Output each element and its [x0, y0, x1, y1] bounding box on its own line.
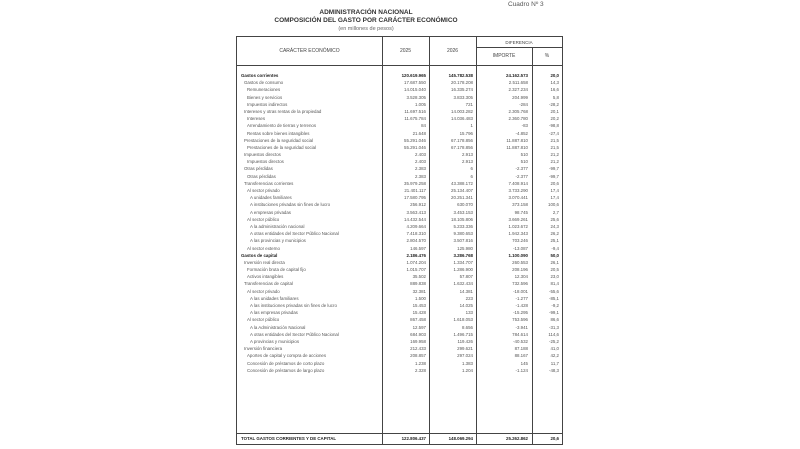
table-header: [237, 37, 562, 66]
value-2026: 20.178.208: [451, 80, 473, 86]
value-importe: 25.262.862: [506, 436, 528, 441]
value-2026: 3.286.768: [453, 252, 473, 258]
value-2026: 5.233.336: [453, 223, 473, 229]
table-row: [237, 360, 562, 367]
value-2026: 145.782.538: [448, 73, 473, 78]
row-label: Impuestos directos: [244, 152, 281, 158]
value-pct: 21,2: [550, 152, 559, 158]
value-importe: -3.941: [515, 324, 528, 330]
value-2025: 120.619.965: [401, 73, 426, 78]
row-label: Inversión real directa: [244, 259, 285, 265]
value-importe: -40.532: [513, 338, 528, 344]
row-label: Concesión de préstamos de largo plazo: [247, 367, 325, 373]
report-subtitle: COMPOSICIÓN DEL GASTO POR CARÁCTER ECONÓMICO: [274, 17, 458, 24]
table-row: [237, 266, 562, 273]
value-2026: 1.618.053: [453, 317, 473, 323]
value-importe: 753.596: [512, 317, 528, 323]
value-2025: 1.015.707: [406, 267, 426, 273]
value-importe: 510: [520, 152, 528, 158]
column-header-2026: 2026: [446, 48, 459, 54]
value-pct: 11,7: [550, 360, 559, 366]
row-label: A las provincias y municipios: [250, 238, 306, 244]
value-pct: 24,3: [550, 223, 559, 229]
value-pct: -9,2: [551, 303, 559, 308]
table-row: [237, 86, 562, 93]
value-pct: 21,2: [550, 159, 559, 165]
value-2026: 297.024: [457, 353, 473, 359]
row-label: A las unidades familiares: [250, 295, 299, 301]
value-pct: 25,1: [550, 238, 559, 244]
value-2026: 223: [465, 295, 473, 301]
value-importe: -2.377: [515, 166, 528, 172]
value-2025: 1.238: [415, 360, 426, 366]
value-2026: 9.380.653: [453, 231, 473, 237]
column-header-pct: %: [544, 53, 550, 59]
value-2025: 1.500: [415, 295, 426, 301]
value-pct: -28,2: [548, 101, 559, 107]
value-2025: 14.432.544: [404, 216, 426, 222]
row-label: A instituciones privadas sin fines de lucro: [250, 202, 331, 208]
value-importe: 24.162.573: [506, 73, 528, 78]
value-2025: 1.005: [415, 101, 426, 107]
value-importe: 2.305.768: [508, 108, 528, 114]
value-importe: 11.887.810: [506, 144, 528, 150]
value-2025: 2.403: [415, 152, 426, 158]
value-2026: 1.496.715: [453, 331, 473, 337]
table-row: [237, 187, 562, 194]
table-row: [237, 237, 562, 244]
column-header-caracter: CARÁCTER ECONÓMICO: [279, 48, 340, 54]
row-label: Gastos de consumo: [244, 80, 284, 86]
value-2025: 2.403: [415, 159, 426, 165]
row-label: Transferencias corrientes: [244, 180, 294, 186]
value-2026: 148.069.294: [448, 436, 473, 441]
value-importe: -1.428: [515, 303, 528, 308]
value-2025: 17.687.550: [404, 80, 426, 86]
table-row: [237, 324, 562, 331]
value-importe: 208.196: [512, 267, 528, 273]
table-row: [237, 94, 562, 101]
value-importe: 98.745: [514, 209, 528, 215]
value-2025: 256.912: [410, 202, 426, 208]
value-importe: 1.100.090: [508, 252, 528, 258]
row-label: A unidades familiares: [250, 195, 292, 201]
value-importe: 3.669.261: [508, 216, 528, 222]
table-row: [237, 173, 562, 180]
value-2025: 867.458: [410, 317, 426, 323]
value-pct: 17,4: [550, 195, 559, 201]
report-title: ADMINISTRACIÓN NACIONAL: [319, 9, 413, 16]
table-row: [237, 295, 562, 302]
row-label: Intereses: [247, 116, 266, 122]
table-row: [237, 367, 562, 374]
value-2025: 12.597: [412, 324, 426, 330]
value-importe: 2.327.234: [508, 87, 528, 93]
row-label: Al sector externo: [247, 245, 280, 251]
value-pct: 17,4: [550, 188, 559, 193]
value-2025: 32.381: [412, 288, 426, 294]
table-row: [237, 331, 562, 338]
table-row: [237, 309, 562, 316]
value-importe: 703.246: [512, 238, 528, 244]
value-pct: -48,3: [548, 367, 559, 373]
value-2025: 55.291.046: [404, 137, 426, 143]
table-row: [237, 194, 562, 201]
table-row: [237, 352, 562, 359]
value-2026: 14.025: [459, 303, 473, 308]
row-label: A otras entidades del Sector Público Nacional: [250, 331, 339, 337]
row-label: A empresas privadas: [250, 209, 291, 215]
value-pct: 20,0: [550, 73, 559, 78]
table-row: [237, 302, 562, 309]
value-importe: 2.360.780: [508, 116, 528, 122]
value-2026: 16.335.274: [451, 87, 473, 93]
value-2026: 2.913: [462, 152, 473, 158]
value-2025: 2.186.476: [406, 252, 426, 258]
table-row: [237, 259, 562, 266]
table-row: [237, 108, 562, 115]
value-pct: 20,5: [550, 267, 559, 273]
value-2025: 11.675.784: [404, 116, 426, 122]
value-pct: 20,6: [550, 436, 559, 441]
row-label: Concesión de préstamos de corto plazo: [247, 360, 325, 366]
row-label: Activos intangibles: [247, 274, 284, 280]
value-importe: -284: [519, 101, 528, 107]
value-2025: 14.015.040: [404, 87, 426, 93]
value-pct: -9,4: [551, 245, 559, 251]
value-importe: 260.553: [512, 259, 528, 265]
column-header-2025: 2025: [399, 48, 412, 54]
row-label: Formación bruta de capital fijo: [247, 267, 306, 273]
value-2025: 11.697.516: [404, 108, 426, 114]
column-group-diferencia: DIFERENCIA: [476, 38, 562, 48]
value-2026: 14.036.483: [451, 116, 473, 122]
value-importe: -2.377: [515, 173, 528, 179]
value-pct: 14,3: [550, 80, 559, 86]
row-label: Inversión financiera: [244, 346, 283, 352]
value-2025: 15.453: [412, 303, 426, 308]
value-2026: 67.178.856: [451, 137, 473, 143]
table-row: [237, 216, 562, 223]
value-2025: 169.958: [410, 338, 426, 344]
value-pct: 100,6: [548, 202, 559, 208]
table-row: [237, 151, 562, 158]
value-pct: 20,6: [550, 180, 559, 186]
row-label: Al sector público: [247, 216, 280, 222]
table-row: [237, 122, 562, 129]
value-pct: 26,1: [550, 259, 559, 265]
value-importe: -4.852: [515, 130, 528, 136]
value-2025: 3.563.413: [406, 209, 426, 215]
value-pct: 42,2: [550, 353, 559, 359]
value-2026: 14.003.282: [451, 108, 473, 114]
value-2025: 2.383: [415, 166, 426, 172]
row-label: Impuestos directos: [247, 159, 284, 165]
units-note: (en millones de pesos): [338, 26, 394, 32]
value-pct: 81,4: [550, 281, 559, 287]
row-label: A las empresas privadas: [250, 310, 298, 316]
value-importe: -13.087: [513, 245, 528, 251]
value-importe: 1.942.343: [508, 231, 528, 237]
table-row: [237, 165, 562, 172]
table-row: [237, 101, 562, 108]
value-2025: 35.502: [412, 274, 426, 280]
value-2025: 7.418.310: [406, 231, 426, 237]
value-2025: 35.979.258: [404, 180, 426, 186]
row-label: Al sector público: [247, 317, 280, 323]
row-label: Bienes y servicios: [247, 94, 283, 100]
value-pct: -27,4: [548, 130, 559, 136]
value-importe: 88.167: [514, 353, 528, 359]
value-pct: 25,6: [550, 216, 559, 222]
value-2026: 6: [470, 166, 473, 172]
table-row: [237, 252, 562, 259]
value-2025: 84: [421, 123, 426, 129]
value-2026: 3.833.305: [453, 94, 473, 100]
value-pct: -55,6: [548, 288, 559, 294]
table-row: [237, 72, 562, 79]
table-row: [237, 201, 562, 208]
value-2025: 15.428: [412, 310, 426, 316]
row-label: Impuestos indirectos: [247, 101, 288, 107]
value-2025: 2.804.570: [406, 238, 426, 244]
row-label: Intereses y otras rentas de la propiedad: [244, 108, 322, 114]
value-2026: 43.388.172: [451, 180, 473, 186]
value-importe: -1.124: [515, 367, 528, 373]
row-label: Al sector privado: [247, 188, 280, 193]
table-row: [237, 288, 562, 295]
value-importe: 1.023.672: [508, 223, 528, 229]
value-pct: 16,6: [550, 87, 559, 93]
table-row: [237, 280, 562, 287]
value-pct: -99,7: [548, 173, 559, 179]
row-label: Arrendamiento de tierras y terrenos: [247, 123, 317, 129]
value-2025: 4.209.664: [406, 223, 426, 229]
table-number: Cuadro Nº 3: [508, 1, 544, 8]
value-2025: 684.903: [410, 331, 426, 337]
row-label: Aportes de capital y compra de acciones: [247, 353, 327, 359]
value-2026: 25.134.407: [451, 188, 473, 193]
value-2026: 2.913: [462, 159, 473, 165]
value-importe: 3.733.290: [508, 188, 528, 193]
value-2026: 1.204: [462, 367, 473, 373]
value-2026: 67.178.856: [451, 144, 473, 150]
value-importe: 145: [520, 360, 528, 366]
value-2026: 1.286.900: [453, 267, 473, 273]
value-2026: 299.621: [457, 346, 473, 352]
row-label: A la Administración Nacional: [250, 324, 306, 330]
value-pct: 26,2: [550, 231, 559, 237]
table-row: [237, 230, 562, 237]
value-pct: -85,1: [548, 295, 559, 301]
row-label: A la administración nacional: [250, 223, 305, 229]
table-body: [237, 72, 562, 374]
value-importe: 11.887.810: [506, 137, 528, 143]
value-2026: 1.632.434: [453, 281, 473, 287]
value-importe: -15.295: [513, 310, 528, 316]
expenditure-table: [236, 36, 563, 445]
value-2025: 21.401.117: [404, 188, 426, 193]
row-label: Gastos corrientes: [241, 73, 279, 78]
value-importe: 204.999: [512, 94, 528, 100]
value-2026: 3.507.816: [453, 238, 473, 244]
value-2025: 146.597: [410, 245, 426, 251]
value-2025: 212.433: [410, 346, 426, 352]
table-row: [237, 180, 562, 187]
value-pct: -98,8: [548, 123, 559, 129]
value-2026: 3.453.153: [453, 209, 473, 215]
value-2025: 55.291.046: [404, 144, 426, 150]
value-2026: 630.070: [457, 202, 473, 208]
value-2026: 6: [470, 173, 473, 179]
value-2025: 2.328: [415, 367, 426, 373]
value-importe: 3.070.441: [508, 195, 528, 201]
value-2026: 57.807: [459, 274, 473, 280]
value-pct: 21,5: [550, 137, 559, 143]
value-2026: 125.980: [457, 245, 473, 251]
row-label: Remuneraciones: [247, 87, 281, 93]
value-2026: 721: [465, 101, 473, 107]
value-importe: -18.001: [513, 288, 528, 294]
row-label: Al sector privado: [247, 288, 280, 294]
table-row: [237, 137, 562, 144]
value-2026: 15.796: [459, 130, 473, 136]
table-row: [237, 79, 562, 86]
value-importe: 7.408.914: [508, 180, 528, 186]
value-2026: 20.251.341: [451, 195, 473, 201]
value-2026: 133: [465, 310, 473, 316]
row-label: Prestaciones de la seguridad social: [247, 144, 317, 150]
total-row: [237, 435, 562, 442]
value-pct: 86,6: [550, 317, 559, 323]
value-importe: -83: [521, 123, 528, 129]
value-pct: 20,2: [550, 116, 559, 122]
table-row: [237, 130, 562, 137]
total-divider: [237, 433, 562, 434]
table-row: [237, 345, 562, 352]
value-pct: -99,1: [548, 310, 559, 316]
value-2026: 18.105.806: [451, 216, 473, 222]
value-2025: 1.074.204: [406, 259, 426, 265]
row-label: A provincias y municipios: [250, 338, 300, 344]
table-row: [237, 115, 562, 122]
table-row: [237, 338, 562, 345]
value-2025: 17.580.795: [404, 195, 426, 201]
value-pct: 2,7: [552, 209, 559, 215]
value-pct: 114,6: [548, 331, 559, 337]
value-importe: -1.277: [515, 295, 528, 301]
table-row: [237, 316, 562, 323]
value-2025: 3.528.305: [406, 94, 426, 100]
value-2025: 21.648: [412, 130, 426, 136]
row-label: Gastos de capital: [241, 252, 278, 258]
value-importe: 732.596: [512, 281, 528, 287]
value-pct: -25,2: [548, 338, 559, 344]
row-label: Transferencias de capital: [244, 281, 293, 287]
table-row: [237, 273, 562, 280]
value-2026: 14.381: [459, 288, 473, 294]
value-2025: 208.857: [410, 353, 426, 359]
row-label: Prestaciones de la seguridad social: [244, 137, 314, 143]
value-pct: -31,3: [548, 324, 559, 330]
row-label: TOTAL GASTOS CORRIENTES Y DE CAPITAL: [241, 436, 337, 441]
value-pct: 20,1: [550, 108, 559, 114]
value-2025: 122.806.437: [401, 436, 426, 441]
value-2026: 119.426: [457, 338, 473, 344]
value-pct: 23,0: [550, 274, 559, 280]
column-header-importe: IMPORTE: [492, 53, 516, 59]
value-2025: 889.838: [410, 281, 426, 287]
value-2025: 2.383: [415, 173, 426, 179]
value-2026: 1.334.707: [453, 259, 473, 265]
value-2026: 1: [470, 123, 473, 129]
value-importe: 2.511.658: [508, 80, 528, 86]
value-pct: 5,8: [552, 94, 559, 100]
value-importe: 12.304: [514, 274, 528, 280]
value-2026: 1.383: [462, 360, 473, 366]
value-importe: 784.614: [512, 331, 528, 337]
table-row: [237, 223, 562, 230]
row-label: Otras pérdidas: [247, 173, 276, 179]
table-row: [237, 158, 562, 165]
row-label: A otras entidades del Sector Público Nacional: [250, 231, 339, 237]
value-pct: 50,0: [550, 252, 559, 258]
value-pct: 41,0: [550, 346, 559, 352]
value-importe: 373.158: [512, 202, 528, 208]
value-2026: 8.656: [462, 324, 473, 330]
table-row: [237, 144, 562, 151]
table-row: [237, 245, 562, 252]
row-label: A las instituciones privadas sin fines de lucro: [250, 303, 337, 308]
table-row: [237, 209, 562, 216]
row-label: Rentas sobre bienes intangibles: [247, 130, 310, 136]
value-importe: 510: [520, 159, 528, 165]
value-pct: -99,7: [548, 166, 559, 172]
row-label: Otras pérdidas: [244, 166, 273, 172]
value-pct: 21,5: [550, 144, 559, 150]
value-importe: 87.188: [514, 346, 528, 352]
